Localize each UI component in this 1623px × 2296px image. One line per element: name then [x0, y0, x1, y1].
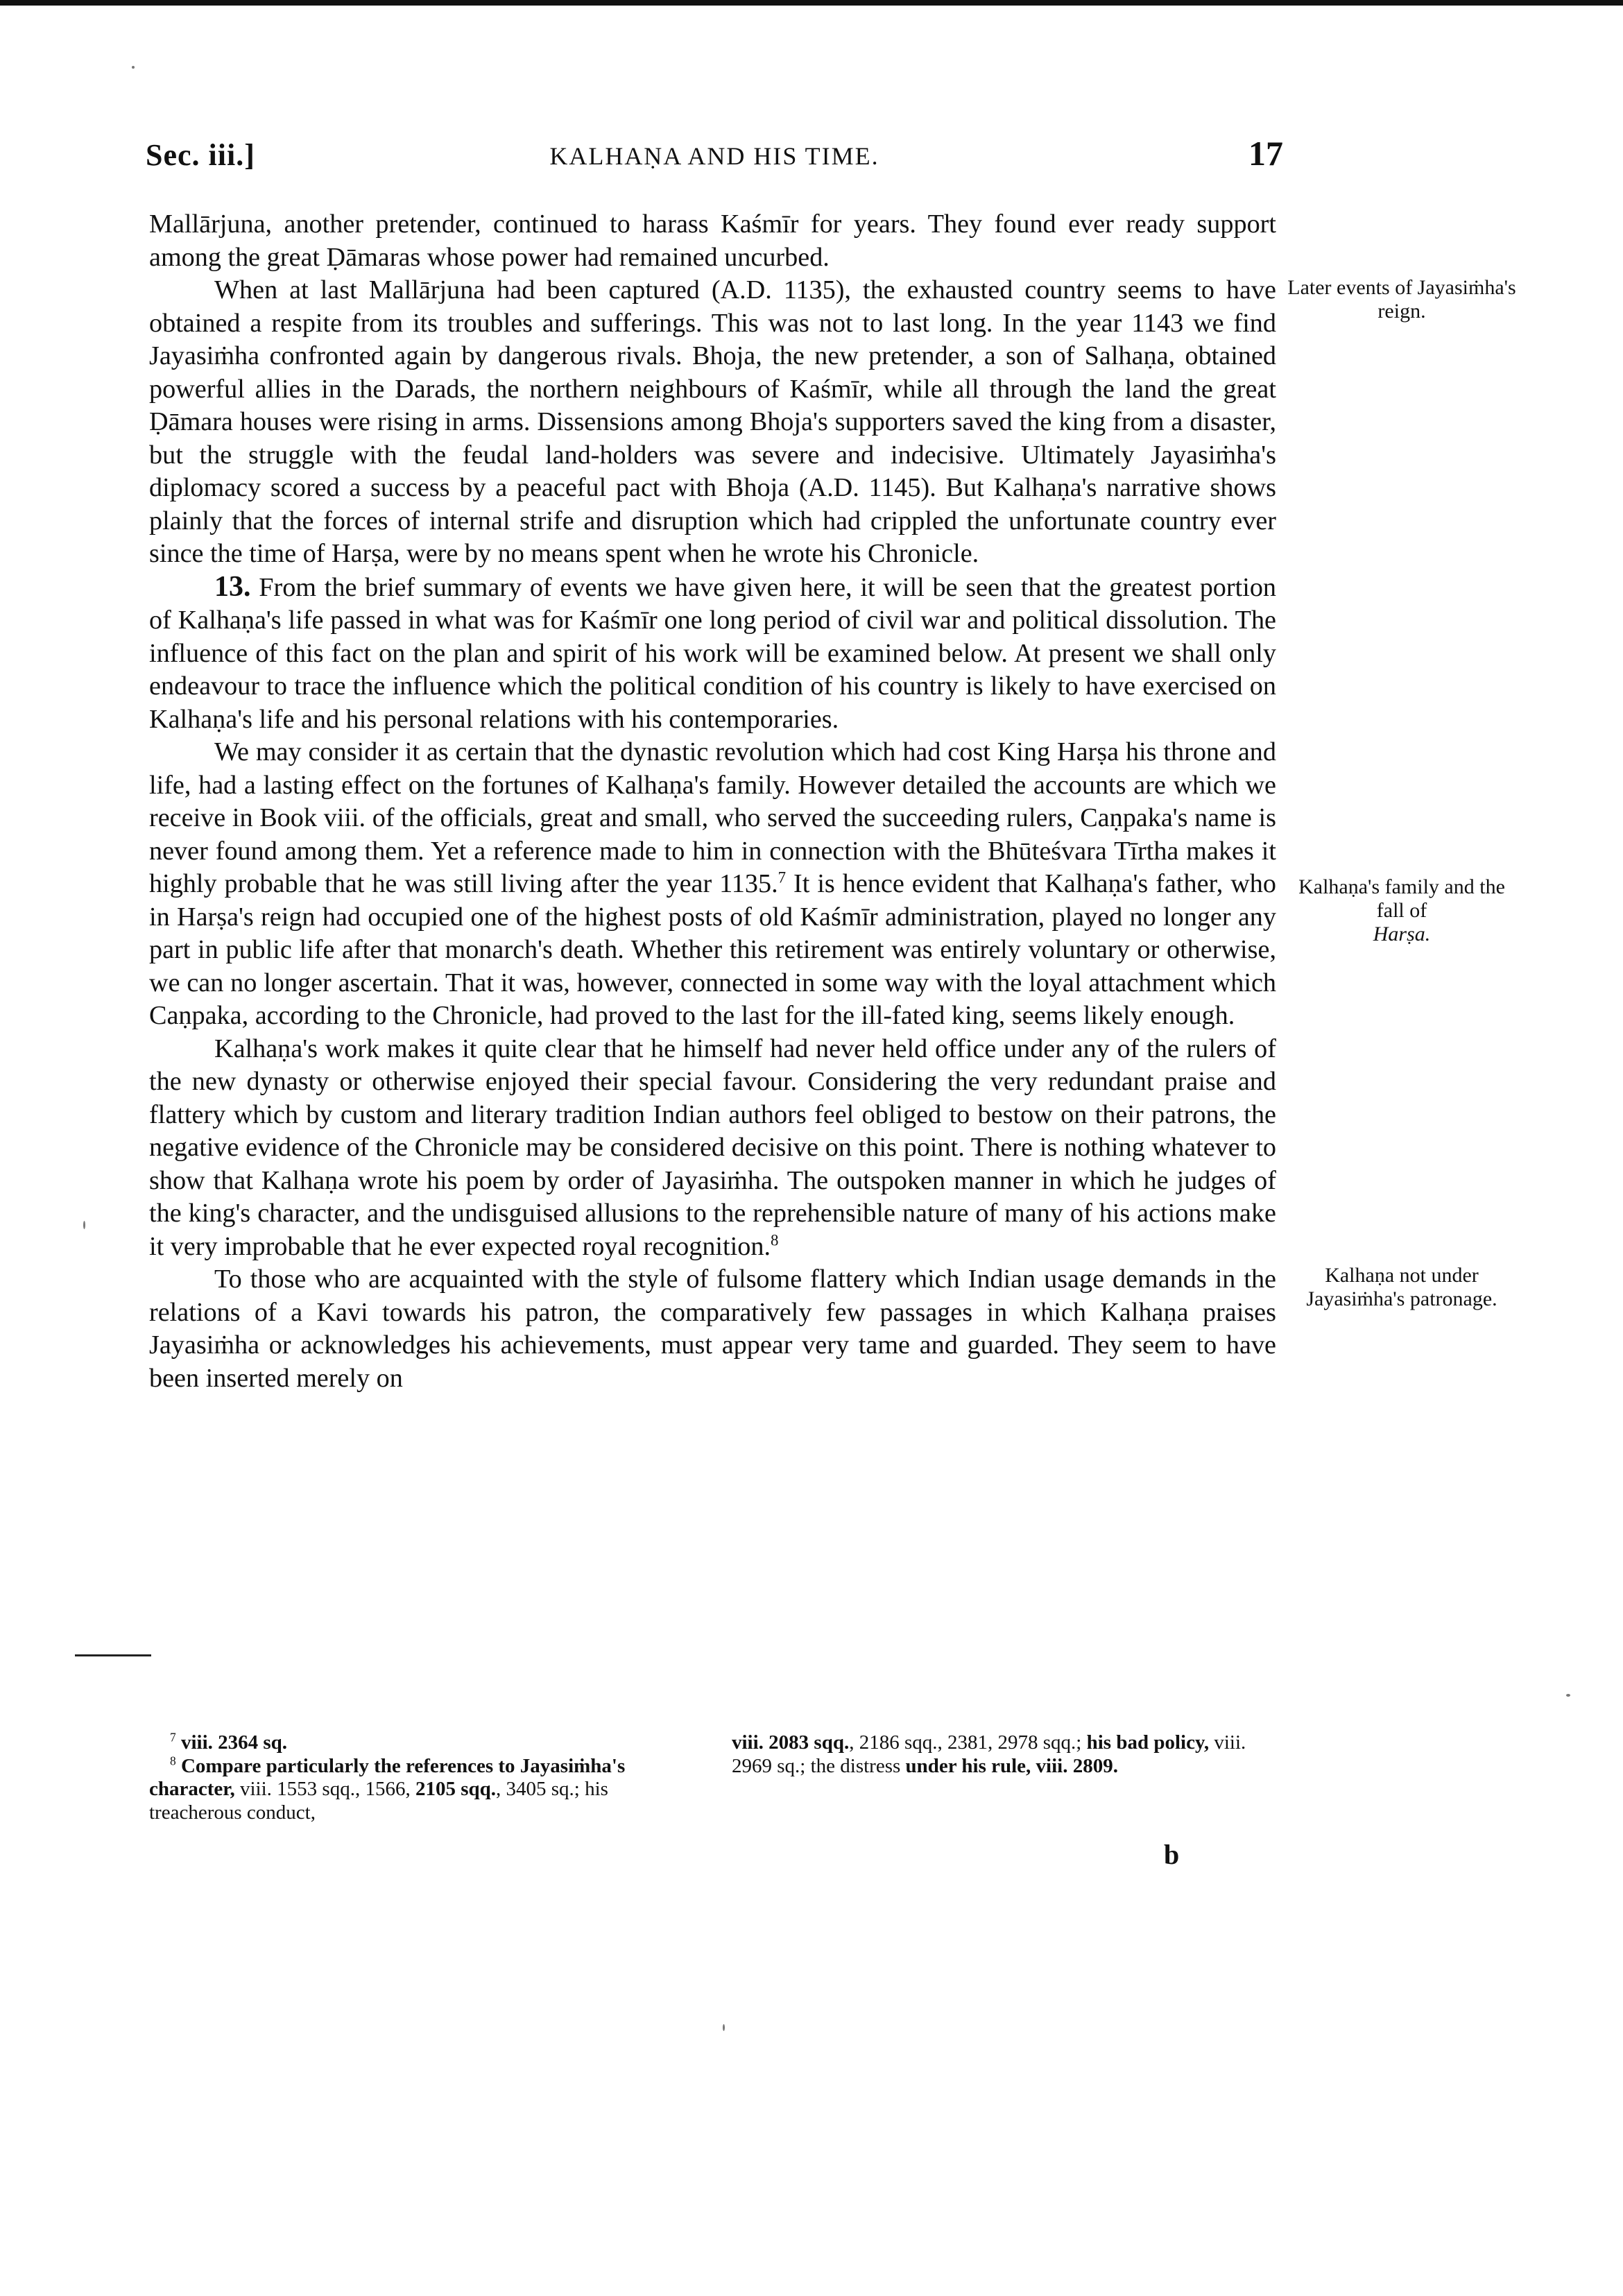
scan-speck	[83, 1221, 85, 1229]
footnote-text: 2105 sqq.	[415, 1778, 496, 1800]
section-number: 13.	[214, 570, 251, 603]
margin-note-text: Kalhaṇa's family and the fall of	[1298, 875, 1505, 922]
margin-note	[1287, 875, 1516, 946]
margin-note: Kalhaṇa not under Jayasiṁha's patronage.	[1306, 1264, 1497, 1310]
running-title: KALHAṆA AND HIS TIME.	[549, 142, 879, 170]
scan-edge-mark	[75, 1654, 151, 1656]
footnote	[149, 1731, 697, 1755]
paragraph-text: We may consider it as certain that the dynastic revolution which had cost King Harṣa his throne and life, had a lasting effect on the fortunes of Kalhaṇa's family. However detailed the accounts are which we receive in Book viii. of the officials, great and small, who served the succeeding rulers, Caṇpaka's name is never found among them. Yet a reference made to him in connection with the Bhūteśvara Tīrtha makes it highly probable that he was still living after the year 1135.	[149, 737, 1276, 898]
section-label: Sec. iii.]	[146, 138, 255, 172]
page-number: 17	[1248, 134, 1283, 173]
scan-speck	[723, 2024, 725, 2031]
paragraph-text: Mallārjuna, another pretender, continued to harass Kaśmīr for years. They found ever ready support among the great Ḍāmaras whose power had remained uncurbed.	[149, 209, 1276, 272]
footnote-text: , 3405 sq.; his treacherous conduct,	[149, 1778, 608, 1824]
footnote-column	[732, 1731, 1280, 1778]
footnote-text: Compare particularly the references to Jayasiṁha's character,	[149, 1754, 626, 1800]
footnote-text: , 2186 sqq., 2381, 2978 sqq.;	[849, 1731, 1087, 1754]
scan-speck	[1566, 1694, 1570, 1697]
footnote-continuation	[732, 1731, 1280, 1778]
margin-note: Later events of Jayasiṁha's reign.	[1287, 276, 1516, 323]
paragraph-text: It is hence evident that Kalhaṇa's father, who in Harṣa's reign had occupied one of the highest posts of old Kaśmīr administration, played no longer any part in public life after that monarch's death. Whether this retirement was entirely voluntary or otherwise, we can no longer ascertain. That it was, however, connected in some way with the loyal attachment which Caṇpaka, according to the Chronicle, had proved to the last for the ill-fated king, seems likely enough.	[149, 869, 1276, 1030]
running-header	[146, 134, 1283, 186]
footnote-text: viii. 1553 sqq., 1566,	[234, 1778, 415, 1800]
footnote-mark: 7	[170, 1730, 176, 1745]
signature-mark: b	[1164, 1839, 1180, 1870]
page-top-border	[0, 0, 1623, 6]
scan-speck	[132, 66, 135, 69]
footnote-text: viii. 2364 sq.	[180, 1731, 288, 1754]
footnote-mark: 8	[170, 1753, 176, 1767]
paragraph	[149, 274, 1276, 571]
margin-note-text: Harṣa.	[1373, 923, 1431, 945]
paragraph-text: From the brief summary of events we have given here, it will be seen that the greatest portion of Kalhaṇa's life passed in what was for Kaśmīr one long period of civil war and political dissolution. The influence of this fact on the plan and spirit of his work will be examined below. At present we shall only endeavour to trace the influence which the political condition of his country is likely to have exercised on Kalhaṇa's life and his personal relations with his contemporaries.	[149, 572, 1277, 734]
paragraph-text: When at last Mallārjuna had been captured (A.D. 1135), the exhausted country seems to have obtained a respite from its troubles and sufferings. This was not to last long. In the year 1143 we find Jayasiṁha confronted again by dangerous rivals. Bhoja, the new pretender, a son of Salhaṇa, obtained powerful allies in the Darads, the northern neighbours of Kaśmīr, while all through the land the great Ḍāmara houses were rising in arms. Dissensions among Bhoja's supporters saved the king from a disaster, but the struggle with the feudal land-holders was severe and indecisive. Ultimately Jayasiṁha's diplomacy scored a success by a peaceful pact with Bhoja (A.D. 1145). But Kalhaṇa's narrative shows plainly that the forces of internal strife and disruption which had crippled the unfortunate country ever since the time of Harṣa, were by no means spent when he wrote his Chronicle.	[149, 275, 1276, 568]
footnote-text: viii. 2969 sq.; the distress	[732, 1731, 1246, 1777]
paragraph	[149, 1263, 1276, 1395]
main-text	[149, 208, 1276, 1395]
footnote	[149, 1755, 697, 1825]
paragraph-text: To those who are acquainted with the style of fulsome flattery which Indian usage demands in the relations of a Kavi towards his patron, the comparatively few passages in which Kalhaṇa praises Jayasiṁha or acknowledges his achievements, must appear very tame and guarded. They seem to have been inserted merely on	[149, 1265, 1276, 1393]
paragraph	[149, 736, 1276, 1033]
footnote-text: viii. 2083 sqq.	[732, 1731, 850, 1754]
footnote-text: under his rule, viii. 2809.	[905, 1754, 1118, 1777]
paragraph	[149, 571, 1276, 737]
footnote-text: his bad policy,	[1086, 1731, 1210, 1754]
footnote-ref[interactable]: 7	[778, 868, 787, 886]
paragraph	[149, 208, 1276, 274]
paragraph-text: Kalhaṇa's work makes it quite clear that he himself had never held office under any of the rulers of the new dynasty or otherwise enjoyed their special favour. Considering the very redundant praise and flattery which by custom and literary tradition Indian authors feel obliged to bestow on their patrons, the negative evidence of the Chronicle may be considered decisive on this point. There is nothing whatever to show that Kalhaṇa wrote his poem by order of Jayasiṁha. The outspoken manner in which he judges of the king's character, and the undisguised allusions to the reprehensible nature of many of his actions make it very improbable that he ever expected royal recognition.	[149, 1034, 1276, 1261]
footnote-ref[interactable]: 8	[771, 1231, 779, 1249]
paragraph	[149, 1033, 1276, 1264]
footnote-column	[149, 1731, 697, 1824]
